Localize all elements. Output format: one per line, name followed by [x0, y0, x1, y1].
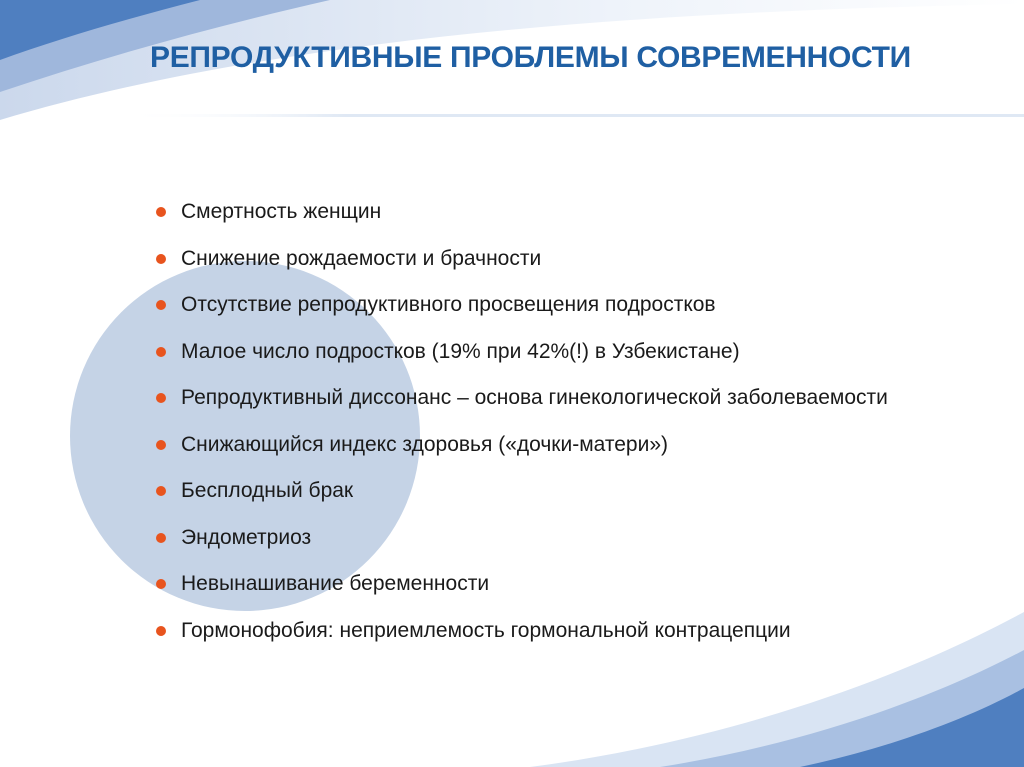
bullet-dot-icon	[156, 626, 166, 636]
bullet-dot-icon	[156, 300, 166, 310]
bullet-dot-icon	[156, 347, 166, 357]
list-item-text: Малое число подростков (19% при 42%(!) в Узбекистане)	[181, 339, 740, 363]
bullet-dot-icon	[156, 254, 166, 264]
list-item	[155, 196, 955, 227]
title-underline-bar	[120, 114, 1024, 117]
bullet-dot-icon	[156, 486, 166, 496]
bullet-dot-icon	[156, 533, 166, 543]
list-item	[155, 382, 955, 413]
list-item	[155, 429, 955, 460]
list-item-text: Снижение рождаемости и брачности	[181, 246, 542, 270]
bullet-dot-icon	[156, 207, 166, 217]
slide-title: РЕПРОДУКТИВНЫЕ ПРОБЛЕМЫ СОВРЕМЕННОСТИ	[150, 41, 911, 74]
list-item	[155, 289, 955, 320]
bullet-dot-icon	[156, 440, 166, 450]
list-item-text: Репродуктивный диссонанс – основа гинекологической заболеваемости	[181, 386, 888, 409]
list-item-text: Смертность женщин	[181, 200, 382, 223]
problem-list	[155, 196, 955, 661]
list-item-text: Снижающийся индекс здоровья («дочки-матери»)	[181, 432, 668, 456]
list-item	[155, 243, 955, 274]
list-item	[155, 336, 955, 367]
list-item-text: Эндометриоз	[181, 525, 312, 549]
list-item-text: Невынашивание беременности	[181, 572, 490, 595]
list-item	[155, 615, 955, 646]
bullet-dot-icon	[156, 579, 166, 589]
bullet-dot-icon	[156, 393, 166, 403]
list-item-text: Гормонофобия: неприемлемость гормональной контрацепции	[181, 618, 791, 642]
list-item-text: Бесплодный брак	[181, 479, 354, 502]
list-item-text: Отсутствие репродуктивного просвещения подростков	[181, 293, 716, 316]
list-item	[155, 522, 955, 553]
list-item	[155, 475, 955, 506]
list-item	[155, 568, 955, 599]
